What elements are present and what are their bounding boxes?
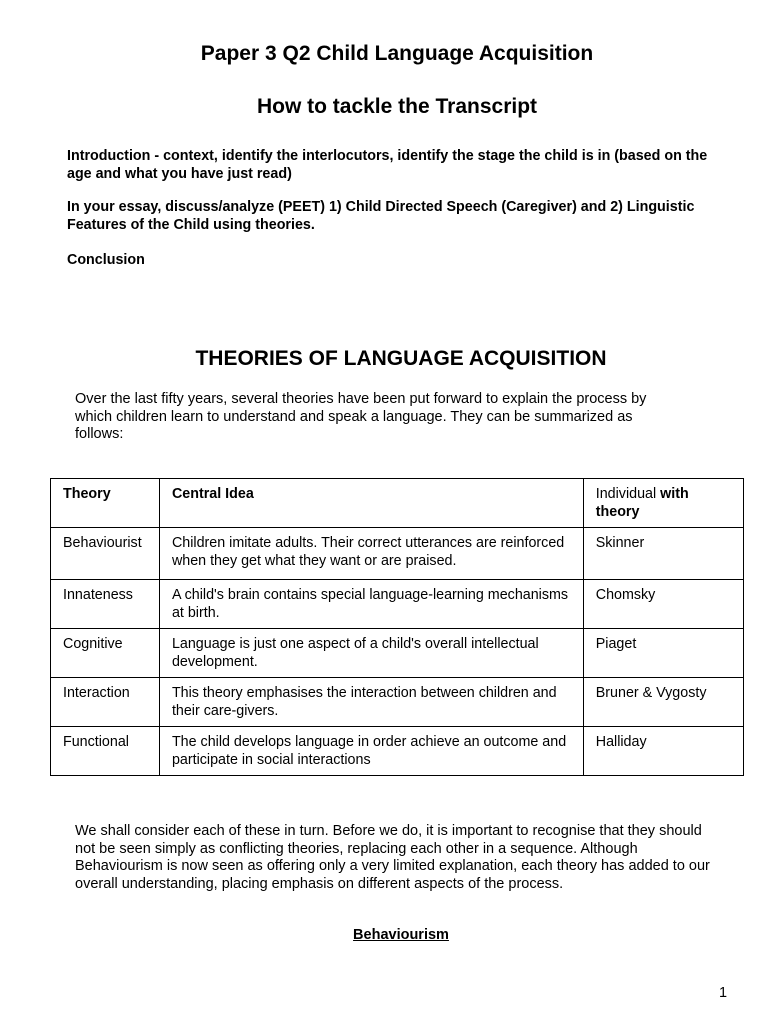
individual-cell: Skinner xyxy=(583,528,743,580)
theory-cell: Innateness xyxy=(51,580,160,629)
introduction-paragraph: Introduction - context, identify the interlocutors, identify the stage the child is in (based on the age and what you have just read) xyxy=(67,148,708,182)
idea-cell: Language is just one aspect of a child's overall intellectual development. xyxy=(159,629,583,678)
overview-paragraph: Over the last fifty years, several theories have been put forward to explain the process by which children learn to understand and speak a language. They can be summarized as follows: xyxy=(75,391,647,442)
document-subtitle: How to tackle the Transcript xyxy=(256,95,538,118)
idea-cell: A child's brain contains special language-learning mechanisms at birth. xyxy=(159,580,583,629)
header-individual-plain: Individual xyxy=(595,486,657,502)
header-central-idea: Central Idea xyxy=(159,479,583,528)
idea-cell: Children imitate adults. Their correct utterances are reinforced when they get what they want or are praised. xyxy=(159,528,583,580)
table-row xyxy=(51,727,744,776)
conclusion-paragraph: Conclusion xyxy=(67,252,145,268)
table-row xyxy=(51,528,744,580)
individual-cell: Halliday xyxy=(583,727,743,776)
idea-cell: This theory emphasises the interaction between children and their care-givers. xyxy=(159,678,583,727)
theories-table xyxy=(50,478,744,776)
individual-cell: Piaget xyxy=(583,629,743,678)
theory-cell: Behaviourist xyxy=(51,528,160,580)
header-individual-bold: with theory xyxy=(595,486,689,520)
theory-cell: Functional xyxy=(51,727,160,776)
consider-paragraph: We shall consider each of these in turn. Before we do, it is important to recognise that they should not be seen simply as conflicting theories, replacing each other in a sequence. Although Behaviourism is now seen as offering only a very limited explanation, each theory has added to our overall understanding, placing emphasis on different aspects of the process. xyxy=(75,823,710,892)
table-row xyxy=(51,678,744,727)
page-number: 1 xyxy=(719,985,728,1001)
table-row xyxy=(51,629,744,678)
theories-heading: THEORIES OF LANGUAGE ACQUISITION xyxy=(195,347,607,370)
header-individual xyxy=(583,479,743,528)
table-row xyxy=(51,580,744,629)
individual-cell: Chomsky xyxy=(583,580,743,629)
essay-paragraph: In your essay, discuss/analyze (PEET) 1) Child Directed Speech (Caregiver) and 2) Linguistic Features of the Child using theories. xyxy=(67,199,695,233)
header-theory: Theory xyxy=(51,479,160,528)
section-heading-behaviourism: Behaviourism xyxy=(353,927,449,943)
document-title: Paper 3 Q2 Child Language Acquisition xyxy=(200,42,594,65)
theory-cell: Cognitive xyxy=(51,629,160,678)
theory-cell: Interaction xyxy=(51,678,160,727)
table-header-row xyxy=(51,479,744,528)
individual-cell: Bruner & Vygosty xyxy=(583,678,743,727)
idea-cell: The child develops language in order achieve an outcome and participate in social interactions xyxy=(159,727,583,776)
